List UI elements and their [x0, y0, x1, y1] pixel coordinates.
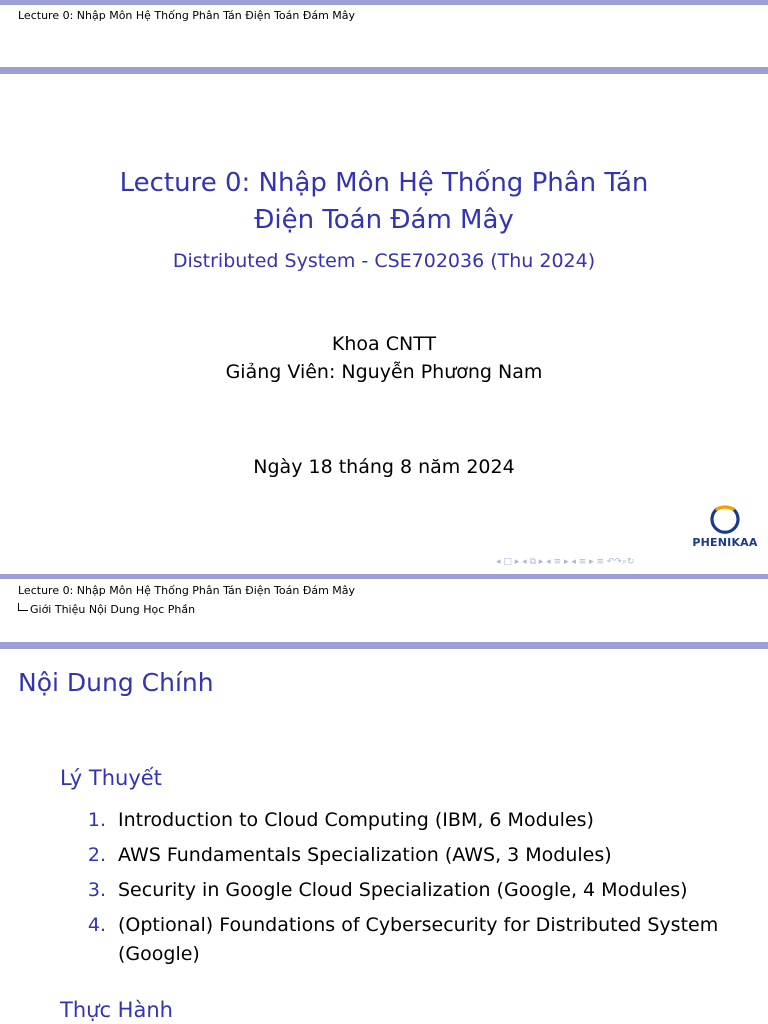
list-item [60, 876, 740, 905]
slide2-header-bottom-bar [0, 642, 768, 649]
list-number: 2. [87, 844, 106, 866]
tree-connector-icon [18, 603, 28, 611]
slide2-subheader [18, 603, 195, 616]
navigation-icons[interactable]: ◂ □ ▸ ◂ ⧉ ▸ ◂ ≡ ▸ ◂ ≡ ▸ ≡ ↶↷⌕↻ [496, 557, 635, 567]
author-name: Giảng Viên: Nguyễn Phương Nam [225, 361, 543, 383]
title-line-2: Điện Toán Đám Mây [254, 205, 514, 235]
list-number: 3. [87, 879, 106, 901]
list-number: 4. [87, 914, 106, 936]
phenikaa-logo-icon [708, 505, 742, 535]
course-list [60, 806, 740, 975]
subheader-text: Giới Thiệu Nội Dung Học Phần [30, 603, 196, 616]
beamer-navigation[interactable] [496, 557, 637, 567]
slide1-header: Lecture 0: Nhập Môn Hệ Thống Phân Tán Điện Toán Đám Mây [18, 9, 356, 22]
list-item [60, 841, 740, 870]
list-text: Security in Google Cloud Specialization (Google, 4 Modules) [118, 879, 688, 901]
section-practice-title: Thực Hành [60, 998, 173, 1022]
phenikaa-logo [686, 505, 764, 549]
slide-separator-bar [0, 574, 768, 579]
list-item [60, 806, 740, 835]
author-institute: Khoa CNTT [331, 333, 437, 355]
title-line-1: Lecture 0: Nhập Môn Hệ Thống Phân Tán [119, 168, 649, 198]
section-theory-title: Lý Thuyết [60, 766, 162, 790]
list-number: 1. [87, 809, 106, 831]
logo-text: PHENIKAA [692, 536, 758, 549]
slide2-header: Lecture 0: Nhập Môn Hệ Thống Phân Tán Điện Toán Đám Mây [18, 584, 356, 597]
list-text: (Optional) Foundations of Cybersecurity for Distributed System (Google) [118, 914, 719, 965]
header-bottom-bar [0, 67, 768, 74]
list-text: AWS Fundamentals Specialization (AWS, 3 Modules) [118, 844, 612, 866]
list-text: Introduction to Cloud Computing (IBM, 6 Modules) [118, 809, 594, 831]
frame-title: Nội Dung Chính [18, 668, 214, 697]
list-item [60, 911, 740, 969]
top-bar [0, 0, 768, 5]
subtitle: Distributed System - CSE702036 (Thu 2024) [172, 250, 596, 272]
date: Ngày 18 tháng 8 năm 2024 [253, 456, 515, 478]
